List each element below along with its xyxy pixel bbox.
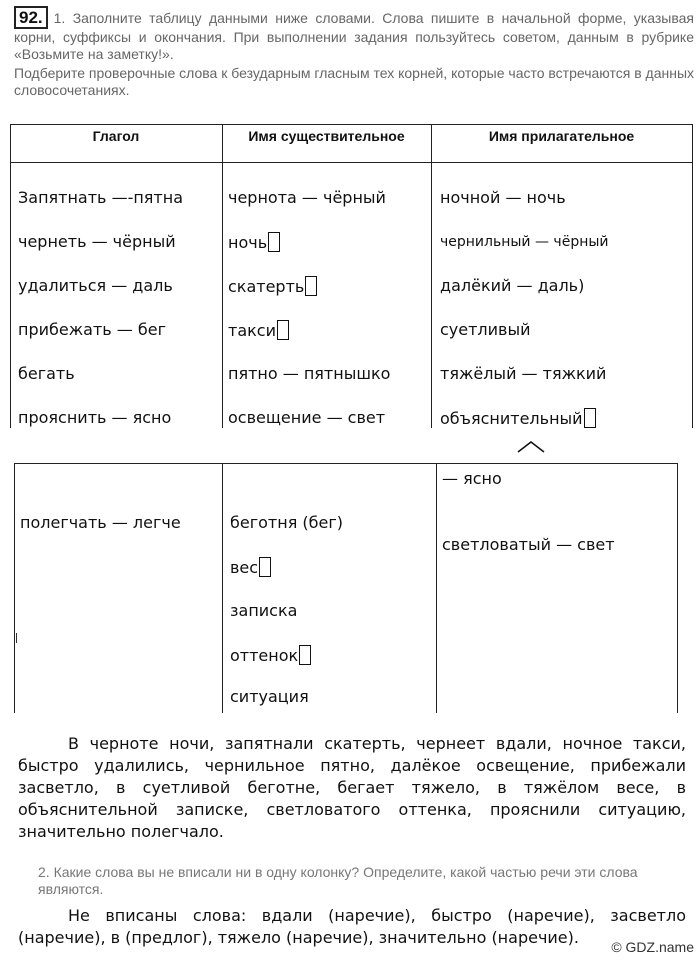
noun-word: пятно — пятнышко: [228, 364, 391, 383]
noun-word: чернота — чёрный: [228, 188, 386, 207]
answer-2: [18, 905, 686, 949]
noun-word: скатерть: [228, 276, 317, 296]
question-2: 2. Какие слова вы не вписали ни в одну колонку? Определите, какой частью речи эти слова являются.: [38, 864, 638, 897]
noun-word: оттенок: [230, 645, 311, 665]
verb-word: прибежать — бег: [18, 320, 166, 339]
noun-word: такси: [228, 320, 289, 340]
task-text-1: 1. Заполните таблицу данными ниже словами. Слова пишите в начальной форме, указывая корни, суффиксы и окончания. При выполнении задания пользуйтесь советом, данным в рубрике «Возьмите на заметку!».: [14, 10, 694, 62]
verb-word: прояснить — ясно: [18, 408, 172, 427]
noun-word: беготня (бег): [230, 513, 343, 532]
header-noun: Имя существительное: [248, 128, 405, 144]
noun-word: записка: [230, 601, 298, 620]
header-adjective: Имя прилагательное: [488, 128, 635, 144]
verb-word: бегать: [18, 364, 75, 383]
adjective-word: ночной — ночь: [440, 188, 566, 207]
adjective-word: тяжёлый — тяжкий: [440, 364, 607, 383]
margin-tick: [16, 633, 17, 643]
noun-word: ситуация: [230, 687, 309, 706]
noun-word: ночь: [228, 232, 280, 252]
task-paragraph-1: [14, 6, 694, 63]
watermark: © GDZ.name: [611, 939, 694, 955]
answer-2-paragraph: Не вписаны слова: вдали (наречие), быстро (наречие), засветло (наречие), в (предлог), тяжело (наречие), значительно (наречие).: [18, 906, 686, 947]
adjective-word: чернильный — чёрный: [440, 234, 609, 250]
noun-word: освещение — свет: [228, 408, 386, 427]
adjective-word: — ясно: [442, 469, 502, 488]
adjective-word: объяснительный: [440, 408, 596, 428]
adjective-word: далёкий — даль): [440, 276, 585, 295]
exercise-number: 92.: [14, 6, 48, 29]
verb-word: полегчать — легче: [20, 513, 181, 532]
header-verb: Глагол: [92, 128, 140, 144]
adjective-word: суетливый: [440, 320, 531, 339]
caret-mark-icon: [516, 440, 546, 454]
verb-word: Запятнать —-пятна: [18, 188, 184, 207]
adjective-word: светловатый — свет: [442, 535, 615, 554]
answer-paragraph: В черноте ночи, запятнали скатерть, чернеет вдали, ночное такси, быстро удалились, чернильное пятно, далёкое освещение, прибежали засветло, в суетливой беготне, бегает тяжело, в тяжёлом весе, в объяснительной записке, светловатого оттенка, прояснили ситуацию, значительно полегчало.: [18, 734, 686, 841]
answer-text: [18, 733, 686, 843]
words-table: [10, 124, 693, 428]
words-table-continued: [14, 463, 678, 713]
verb-word: удалиться — даль: [18, 276, 173, 295]
task-header: [14, 6, 694, 99]
task-paragraph-2: Подберите проверочные слова к безударным гласным тех корней, которые часто встречаются в данных словосочетаниях.: [14, 65, 695, 98]
noun-word: вес: [230, 557, 271, 577]
verb-word: чернеть — чёрный: [18, 232, 176, 251]
